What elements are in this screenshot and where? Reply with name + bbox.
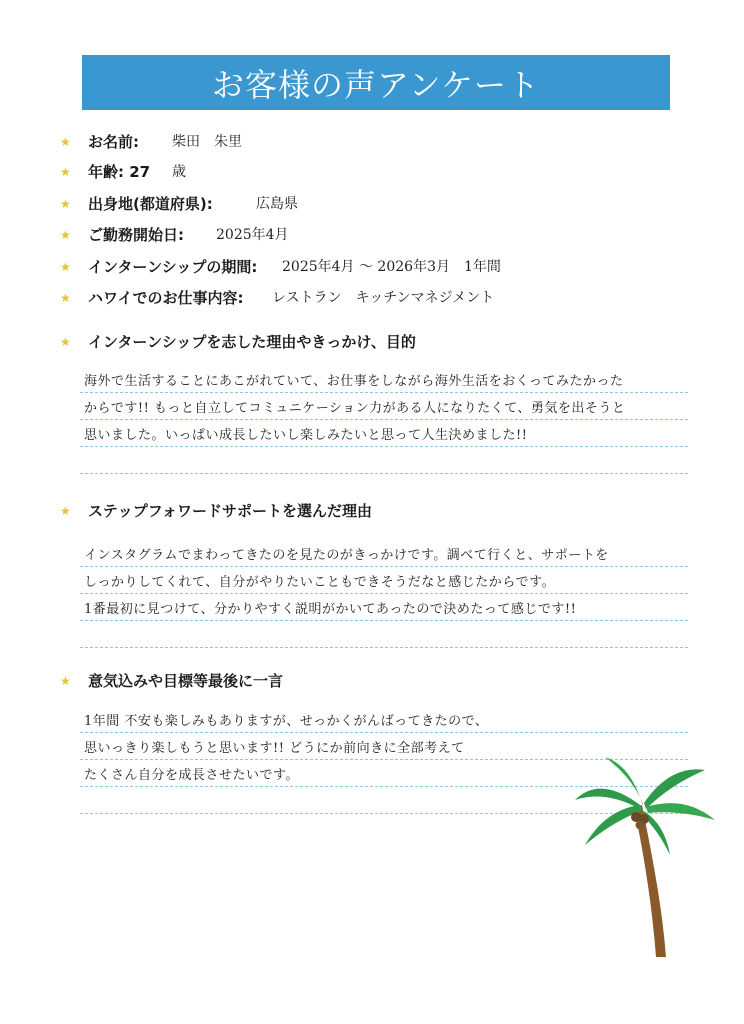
star-icon: ★	[60, 228, 71, 242]
answer-line	[80, 567, 688, 594]
info-value: 広島県	[256, 196, 298, 212]
answer-text: 海外で生活することにあこがれていて、お仕事をしながら海外生活をおくってみたかった	[84, 374, 624, 389]
answer-line	[80, 594, 688, 621]
info-value: レストラン キッチンマネジメント	[272, 290, 495, 306]
info-value: 歳	[172, 164, 186, 180]
answer-text: からです!! もっと自立してコミュニケーション力がある人になりたくて、勇気を出そうと	[84, 401, 626, 416]
star-icon: ★	[60, 260, 71, 274]
answer-text: たくさん自分を成長させたいです。	[84, 768, 299, 783]
answer-line	[80, 447, 688, 474]
info-label: ハワイでのお仕事内容:	[88, 289, 244, 307]
palm-tree-icon	[570, 755, 720, 960]
answer-line	[80, 366, 688, 393]
info-label: インターンシップの期間:	[88, 258, 258, 276]
answer-text: 思いっきり楽しもうと思います!! どうにか前向きに全部考えて	[84, 741, 465, 756]
answer-box-reason	[80, 366, 688, 474]
title-banner	[82, 55, 670, 110]
info-label: ご勤務開始日:	[88, 226, 184, 244]
answer-line	[80, 706, 688, 733]
info-label: お名前:	[88, 133, 139, 151]
info-value: 2025年4月	[216, 227, 289, 243]
star-icon: ★	[60, 504, 71, 518]
section-title-reason: インターンシップを志した理由やきっかけ、目的	[88, 333, 416, 351]
answer-line	[80, 540, 688, 567]
answer-line	[80, 621, 688, 648]
answer-text: しっかりしてくれて、自分がやりたいこともできそうだなと感じたからです。	[84, 575, 556, 590]
answer-line	[80, 393, 688, 420]
info-label: 年齢: 27	[88, 163, 151, 181]
star-icon: ★	[60, 165, 71, 179]
answer-text: 思いました。いっぱい成長したいし楽しみたいと思って人生決めました!!	[84, 428, 528, 443]
star-icon: ★	[60, 674, 71, 688]
star-icon: ★	[60, 335, 71, 349]
section-title-why-company: ステップフォワードサポートを選んだ理由	[88, 502, 372, 520]
answer-line	[80, 420, 688, 447]
star-icon: ★	[60, 135, 71, 149]
answer-text: 1番最初に見つけて、分かりやすく説明がかいてあったので決めたって感じです!!	[84, 602, 577, 617]
info-label: 出身地(都道府県):	[88, 195, 213, 213]
info-value: 柴田 朱里	[172, 134, 242, 150]
answer-box-why-company	[80, 540, 688, 648]
info-value: 2025年4月 ～ 2026年3月 1年間	[282, 259, 501, 275]
star-icon: ★	[60, 291, 71, 305]
star-icon: ★	[60, 197, 71, 211]
page-title: お客様の声アンケート	[211, 65, 541, 104]
answer-text: インスタグラムでまわってきたのを見たのがきっかけです。調べて行くと、サポートを	[84, 548, 609, 563]
section-title-final-words: 意気込みや目標等最後に一言	[88, 672, 284, 690]
answer-text: 1年間 不安も楽しみもありますが、せっかくがんばってきたので、	[84, 714, 489, 729]
